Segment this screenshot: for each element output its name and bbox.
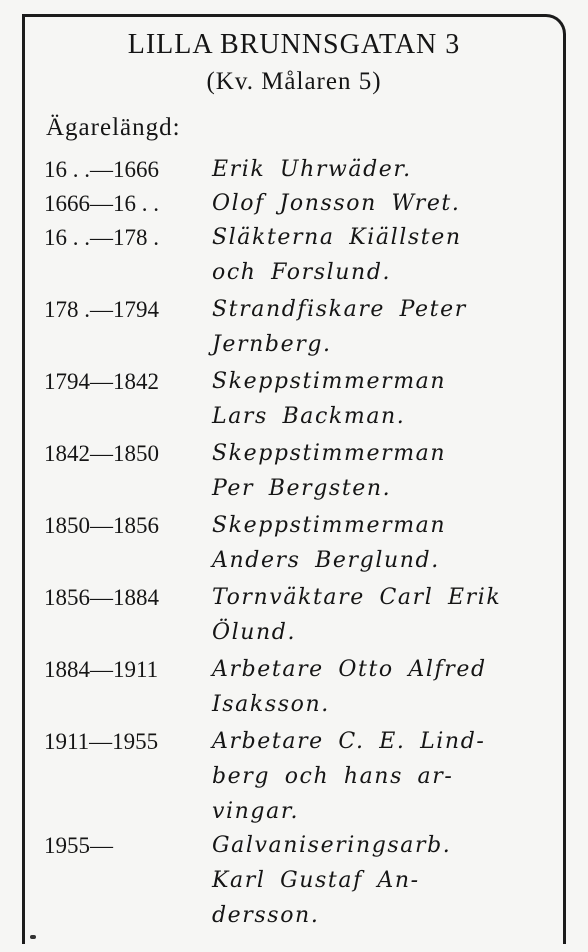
owner-name-line: Ölund. — [212, 620, 297, 645]
owner-name — [212, 652, 557, 722]
owner-name-line: Skeppstimmerman — [212, 513, 447, 538]
owner-name — [212, 152, 557, 187]
owner-name — [212, 220, 557, 290]
owner-period: 16 . .—178 . — [44, 225, 159, 250]
owner-name-line: Erik Uhrwäder. — [212, 157, 412, 182]
owner-period: 178 .—1794 — [44, 297, 159, 322]
owner-name-line: Arbetare C. E. Lind- — [212, 729, 486, 754]
owner-name-line: Jernberg. — [212, 332, 332, 357]
owner-name-line: Galvaniseringsarb. — [212, 833, 452, 858]
owner-name-line: Olof Jonsson Wret. — [212, 191, 461, 216]
owner-period: 1856—1884 — [44, 585, 159, 610]
owner-name-line: Karl Gustaf An- — [212, 868, 420, 893]
owner-name — [212, 508, 557, 578]
owner-name-line: Tornväktare Carl Erik — [212, 585, 502, 610]
owner-period: 16 . .—1666 — [44, 157, 159, 182]
owner-period: 1955— — [44, 833, 113, 858]
owner-period: 1666—16 . . — [44, 191, 159, 216]
owner-period: 1911—1955 — [44, 729, 159, 754]
owner-period: 1884—1911 — [44, 657, 159, 682]
owner-name-line: Skeppstimmerman — [212, 369, 447, 394]
owner-name — [212, 828, 557, 933]
owner-name-line: vingar. — [212, 799, 300, 824]
owner-name — [212, 436, 557, 506]
owner-name — [212, 186, 557, 221]
street-title: LILLA BRUNNSGATAN 3 — [127, 29, 461, 60]
owner-name-line: dersson. — [212, 903, 320, 928]
owner-name-line: och Forslund. — [212, 260, 392, 285]
owner-name — [212, 364, 557, 434]
owner-name-line: berg och hans ar- — [212, 764, 454, 789]
owner-name-line: Lars Backman. — [212, 404, 406, 429]
owner-period: 1842—1850 — [44, 441, 159, 466]
scan-speck — [30, 935, 36, 939]
owner-name — [212, 580, 557, 650]
owner-list-heading: Ägarelängd: — [46, 114, 181, 141]
owner-name — [212, 292, 557, 362]
owner-period: 1850—1856 — [44, 513, 159, 538]
owner-name-line: Anders Berglund. — [212, 548, 440, 573]
owner-name — [212, 724, 557, 829]
block-subtitle: (Kv. Målaren 5) — [206, 68, 382, 95]
owner-name-line: Skeppstimmerman — [212, 441, 447, 466]
owner-period: 1794—1842 — [44, 369, 159, 394]
owner-name-line: Strandfiskare Peter — [212, 297, 467, 322]
owner-name-line: Arbetare Otto Alfred — [212, 657, 487, 682]
owner-name-line: Isaksson. — [212, 692, 330, 717]
owner-name-line: Släkterna Kiällsten — [212, 225, 462, 250]
owner-name-line: Per Bergsten. — [212, 476, 392, 501]
